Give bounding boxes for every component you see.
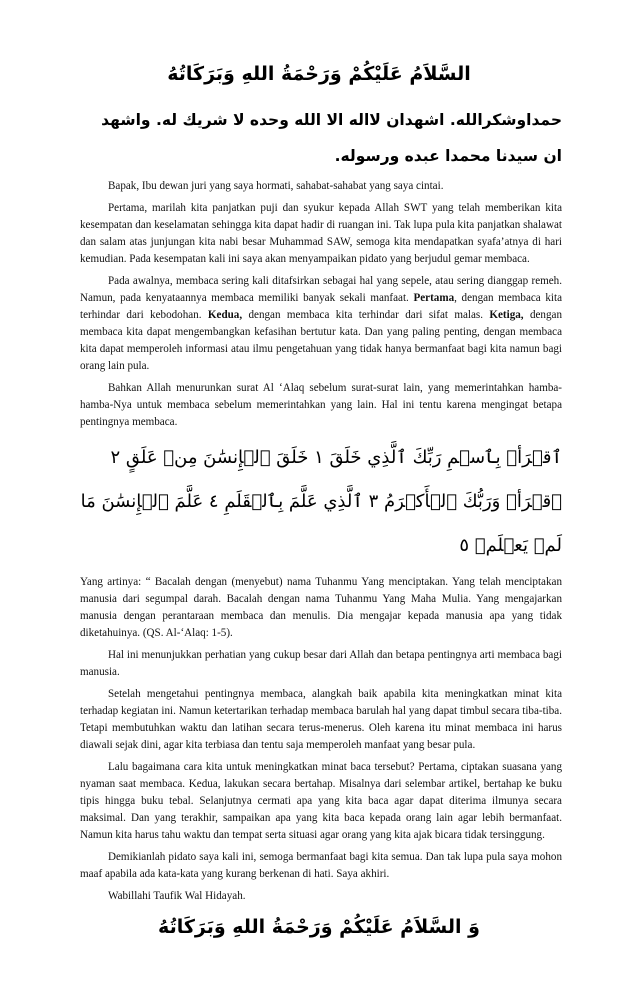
closing-salam: وَ السَّلاَمُ عَلَيْكُمْ وَرَحْمَةُ اللهِ وَبَرَكَاتُهُ bbox=[158, 916, 480, 938]
speech-body bbox=[80, 178, 562, 910]
greeting-paragraph: Bapak, Ibu dewan juri yang saya hormati, sahabat-sahabat yang saya cintai. bbox=[108, 180, 444, 192]
benefit-label-first: Pertama bbox=[413, 292, 455, 304]
closing-prayer: Wabillahi Taufik Wal Hidayah. bbox=[108, 890, 246, 902]
quran-verse-al-alaq: ٱقۡرَأۡ بِٱسۡمِ رَبِّكَ ٱلَّذِي خَلَقَ ١ خَلَقَ ٱلۡإِنسَٰنَ مِنۡ عَلَقٍ ٢ ٱقۡرَأۡ وَرَبُّكَ ٱلۡأَكۡرَمُ ٣ ٱلَّذِي عَلَّمَ بِٱلۡقَلَمِ ٤ عَلَّمَ ٱلۡإِنسَٰنَ مَا لَمۡ يَعۡلَمۡ ٥ bbox=[80, 447, 562, 556]
al-alaq-paragraph: Bahkan Allah menurunkan surat Al ‘Alaq sebelum surat-surat lain, yang memerintahkan hamba-hamba-Nya untuk membaca sebelum memerintahkan yang lain. Hal ini tentu karena mengingat betapa pentingnya membaca. bbox=[80, 382, 562, 428]
gratitude-paragraph: Pertama, marilah kita panjatkan puji dan syukur kepada Allah SWT yang telah memberikan kita kesempatan dan keselamatan sehingga kita dapat hadir di ruangan ini. Tak lupa pula kita panjatkan shalawat dan salam atas junjungan kita nabi besar Muhammad SAW, semoga kita mendapatkan syafa’atnya di hari kemudian. Pada kesempatan kali ini saya akan menyampaikan pidato yang berjudul gemar membaca. bbox=[80, 202, 562, 265]
benefit-text-third: dengan membaca kita dapat mengembangkan kefasihan bertutur kata. Dan yang paling penting, dengan membaca kita dapat memperoleh informasi atau ilmu pengetahuan yang tidak hanya bermanfaat bagi kita namun bagi orang lain pula. bbox=[80, 309, 562, 372]
closing-paragraph: Demikianlah pidato saya kali ini, semoga bermanfaat bagi kita semua. Dan tak lupa pula saya mohon maaf apabila ada kata-kata yang kurang berkenan di hati. Saya akhiri. bbox=[80, 851, 562, 880]
benefits-paragraph bbox=[80, 273, 562, 375]
benefit-text-second: dengan membaca kita terhindar dari sifat malas. bbox=[242, 309, 483, 321]
opening-salam: السَّلاَمُ عَلَيْكُمْ وَرَحْمَةُ اللهِ وَبَرَكَاتُهُ bbox=[167, 63, 471, 85]
verse-translation: Yang artinya: “ Bacalah dengan (menyebut) nama Tuhanmu Yang menciptakan. Yang telah menciptakan manusia dari segumpal darah. Bacalah dengan nama Tuhanmu Yang Maha Mulia. Yang mengajarkan manusia dengan perantaraan membaca dan menulis. Dia mengajar kepada manusia apa yang tidak diketahuinya. (QS. Al-‘Alaq: 1-5). bbox=[80, 576, 562, 639]
benefit-text-first: , dengan membaca kita terhindar dari kebodohan. bbox=[80, 292, 563, 321]
tips-paragraph: Lalu bagaimana cara kita untuk meningkatkan minat baca tersebut? Pertama, ciptakan suasana yang nyaman saat membaca. Kedua, lakukan secara bertahap. Misalnya dari selembar artikel, bertahap ke buku tipis hingga buku tebal. Selanjutnya cermati apa yang kita baca agar dapat diterima ilmunya secara maksimal. Dan yang terakhir, sampaikan apa yang kita baca kepada orang lain agar lebih bermanfaat. Namun kita harus tahu waktu dan tempat serta situasi agar orang yang kita ajak bicara tidak tersinggung. bbox=[80, 761, 562, 841]
importance-paragraph: Hal ini menunjukkan perhatian yang cukup besar dari Allah dan betapa pentingnya arti membaca bagi manusia. bbox=[80, 649, 562, 678]
interest-paragraph: Setelah mengetahui pentingnya membaca, alangkah baik apabila kita meningkatkan minat kita terhadap kegiatan ini. Namun ketertarikan terhadap membaca barulah hal yang dapat timbul secara tiba-tiba. Tetapi membutuhkan waktu dan latihan secara terus-menerus. Oleh karena itu minat membaca ini harus diawali sejak dini, agar kita terbiasa dan tentu saja memperoleh manfaat yang besar pula. bbox=[80, 688, 562, 751]
benefits-intro: Pada awalnya, membaca sering kali ditafsirkan sebagai hal yang sepele, atau sering dianggap remeh. Namun, pada kenyataannya membaca memiliki banyak sekali manfaat. bbox=[80, 275, 562, 304]
benefit-label-second: Kedua, bbox=[207, 309, 243, 321]
opening-praise-arabic: حمداوشكرالله. اشهدان لااله الا الله وحده لا شريك له. واشهد ان سيدنا محمدا عبده ورسوله. bbox=[101, 111, 562, 165]
benefit-label-third: Ketiga, bbox=[489, 309, 524, 321]
